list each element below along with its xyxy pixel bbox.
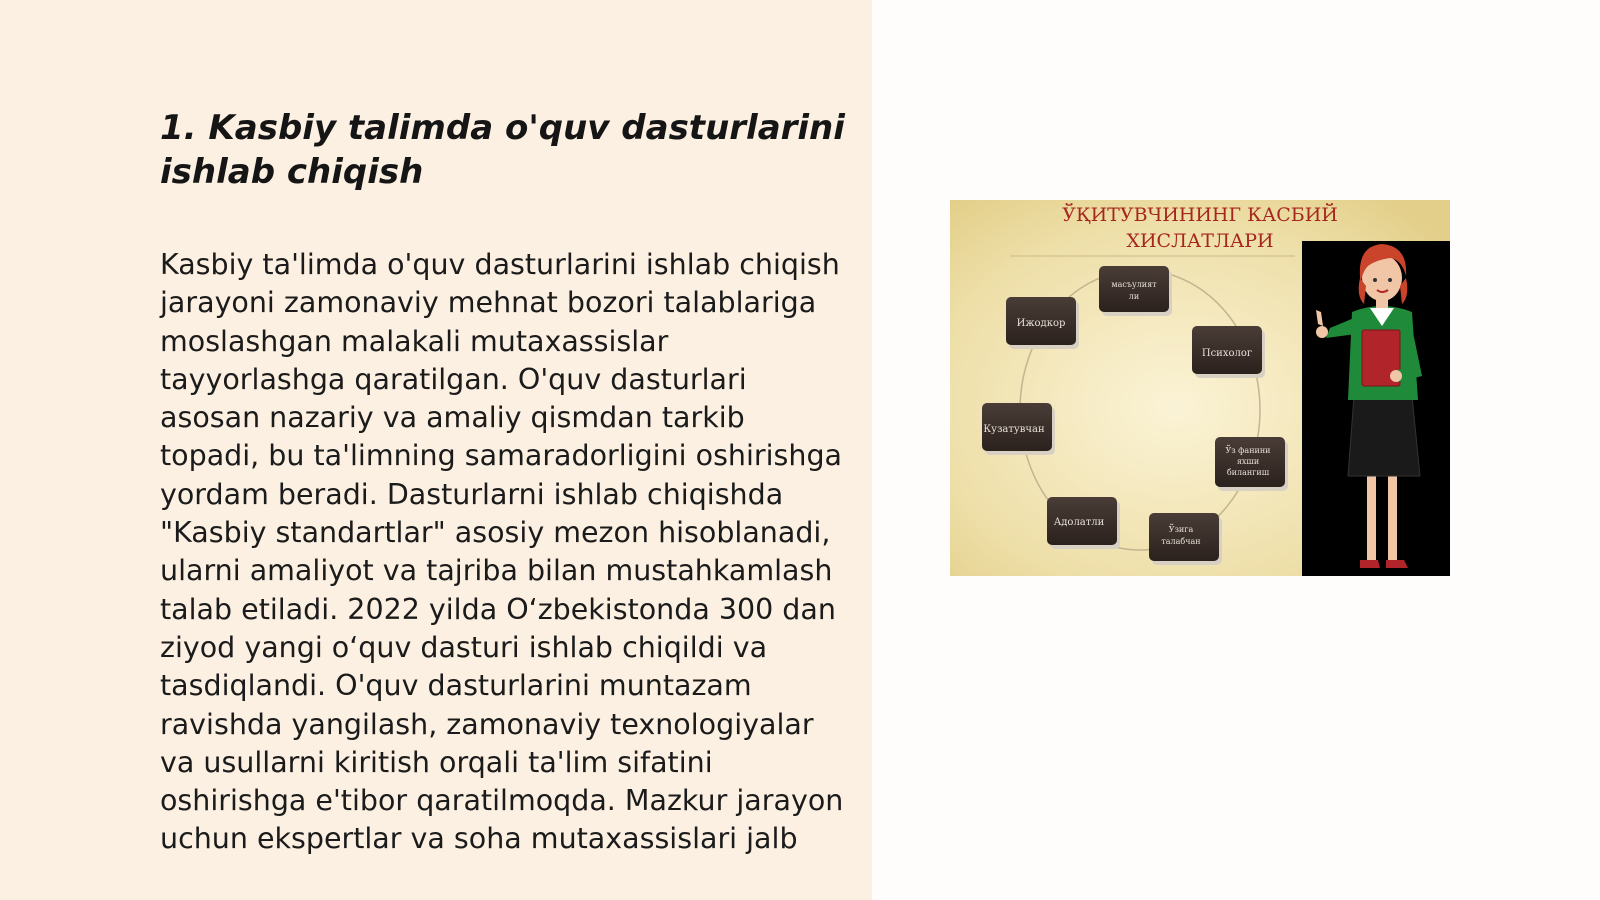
- quality-card-demanding: [1149, 513, 1222, 565]
- quality-card-creative: [1006, 297, 1079, 349]
- quality-card-responsible: [1099, 266, 1172, 316]
- quality-card-fair: [1047, 497, 1120, 549]
- card-label-psychologist: Психолог: [1201, 348, 1253, 359]
- illustration-heading-line2: ХИСЛАТЛАРИ: [1126, 230, 1274, 252]
- card-label-demanding-1: Ўзига: [1168, 525, 1194, 534]
- quality-card-knows-subject: [1215, 437, 1288, 491]
- card-label-fair: Адолатли: [1053, 517, 1105, 528]
- slide-body-text: Kasbiy ta'limda o'quv dasturlarini ishlab chiqish jarayoni zamonaviy mehnat bozori talablariga moslashgan malakali mutaxassislar tayyorlashga qaratilgan. O'quv dasturlari asosan nazariy va amaliy qismdan tarkib topadi, bu ta'limning samaradorligini oshirishga yordam beradi. Dasturlarni ishlab chiqishda "Kasbiy standartlar" asosiy mezon hisoblanadi, ularni amaliyot va tajriba bilan mustahkamlash talab etiladi. 2022 yilda O‘zbekistonda 300 dan ziyod yangi o‘quv dasturi ishlab chiqildi va tasdiqlandi. O'quv dasturlarini muntazam ravishda yangilash, zamonaviy texnologiyalar va usullarni kiritish orqali ta'lim sifatini oshirishga e'tibor qaratilmoqda. Mazkur jarayon uchun ekspertlar va soha mutaxassislari jalb: [160, 248, 844, 856]
- teacher-qualities-diagram: [950, 200, 1450, 576]
- quality-card-observant: [982, 403, 1055, 455]
- card-label-knows-subject-1: Ўз фанини: [1225, 446, 1271, 455]
- card-label-responsible-1: масъулият: [1111, 280, 1157, 289]
- teacher-figure: [1302, 241, 1450, 576]
- card-label-creative: Ижодкор: [1016, 318, 1066, 329]
- illustration-heading-line1: ЎҚИТУВЧИНИНГ КАСБИЙ: [1062, 204, 1338, 226]
- card-label-observant: Кузатувчан: [983, 424, 1045, 435]
- quality-card-psychologist: [1192, 326, 1265, 378]
- slide-title: 1. Kasbiy talimda o'quv dasturlarini ishlab chiqish: [160, 108, 845, 192]
- card-label-knows-subject-2: яхши: [1236, 457, 1260, 466]
- card-label-knows-subject-3: билангиш: [1226, 468, 1270, 477]
- teacher-qualities-illustration: [950, 200, 1450, 576]
- card-label-demanding-2: талабчан: [1161, 537, 1201, 546]
- card-label-responsible-2: ли: [1128, 292, 1140, 301]
